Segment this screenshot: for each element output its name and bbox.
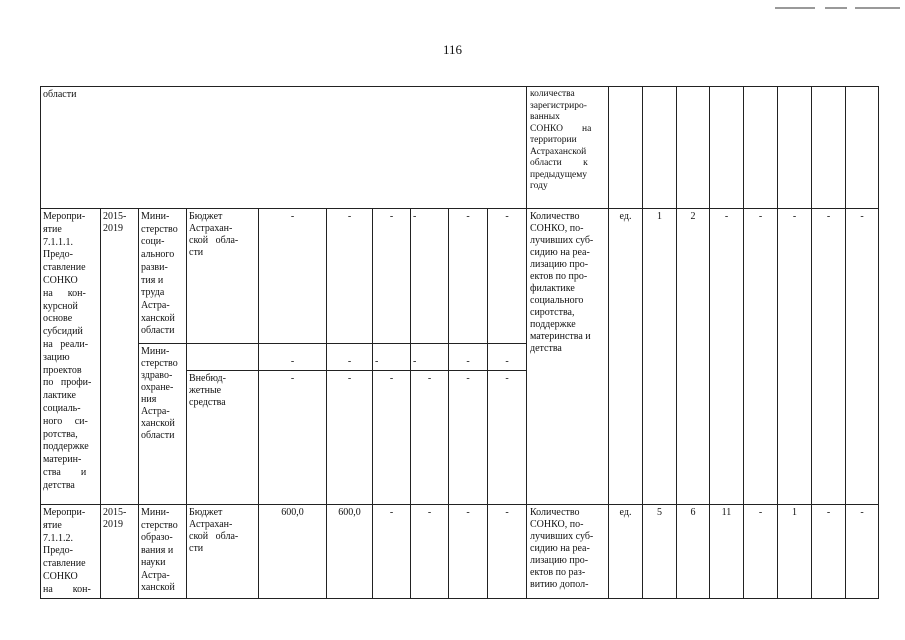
amount-cell: - [505,211,509,222]
amount-cell: 600,0 [338,507,361,518]
amount-cell: - [466,356,470,367]
amount-cell: - [347,373,352,384]
value-cell: - [792,211,797,222]
amount-cell: - [413,356,417,367]
activity-7-1-1-2-source: Бюджет Астрахан- ской обла- сти [189,507,239,554]
unit-cell: ед. [619,211,632,222]
activity-7-1-1-1-executor-social: Мини- стерство соци- ального разви- тия и труда Астра- ханской области [141,211,178,337]
value-cell: 1 [657,211,662,222]
activity-7-1-1-2-executor: Мини- стерство образо- вания и науки Астра- ханской [141,507,178,593]
amount-cell: - [389,211,394,222]
activity-7-1-1-2-period: 2015- 2019 [103,507,127,530]
amount-cell: - [389,373,394,384]
activity-7-1-1-1-indicator: Количество СОНКО, по- лучивших суб- сидию на реа- лизацию про- ектов по про- филактике социального сиротства, поддержке материнства и детства [530,211,594,354]
amount-cell: - [290,356,295,367]
value-cell: - [826,211,831,222]
amount-cell: - [427,507,432,518]
amount-cell: - [466,211,470,222]
amount-cell: - [347,356,352,367]
continued-indicator-cell: количества зарегистриро- ванных СОНКО на территории Астраханской области к предыдущему году [530,89,592,191]
amount-cell: - [505,507,509,518]
amount-cell: - [389,507,394,518]
amount-cell: - [427,373,432,384]
value-cell: - [758,211,763,222]
value-cell: 1 [792,507,797,518]
value-cell: 6 [690,507,696,518]
value-cell: - [860,507,864,518]
activity-7-1-1-1-source-offbudget: Внебюд- жетные средства [189,373,226,408]
amount-cell: - [375,356,379,367]
amount-cell: - [290,373,295,384]
activity-7-1-1-2-indicator: Количество СОНКО, по- лучивших суб- сидию на реа- лизацию про- ектов по раз- витию допол- [530,507,594,590]
value-cell: 2 [690,211,696,222]
unit-cell: ед. [619,507,632,518]
value-cell: - [758,507,763,518]
amount-cell: - [347,211,352,222]
page-number: 116 [442,42,463,57]
activity-7-1-1-1-source-budget: Бюджет Астрахан- ской обла- сти [189,211,239,258]
amount-cell: - [505,356,509,367]
amount-cell: - [413,211,417,222]
amount-cell: - [505,373,509,384]
continued-item-cell: области [43,89,77,100]
activity-7-1-1-2-name: Меропри- ятие 7.1.1.2. Предо- ставление СОНКО на кон- [43,507,91,595]
value-cell: - [826,507,831,518]
value-cell: 11 [721,507,732,518]
amount-cell: - [290,211,295,222]
value-cell: - [724,211,729,222]
activity-7-1-1-1-name: Меропри- ятие 7.1.1.1. Предо- ставление СОНКО на кон- курсной основе субсидий на реали- зацию проектов по профи- лактике социаль- ного си- ротства, поддержке материн- ства и детства [43,211,92,491]
activity-7-1-1-1-executor-health: Мини- стерство здраво- охране- ния Астра- ханской области [141,346,178,441]
amount-cell: - [466,373,470,384]
value-cell: 5 [657,507,662,518]
amount-cell: - [466,507,470,518]
amount-cell: 600,0 [281,507,304,518]
activity-7-1-1-1-period: 2015- 2019 [103,211,127,234]
value-cell: - [860,211,864,222]
